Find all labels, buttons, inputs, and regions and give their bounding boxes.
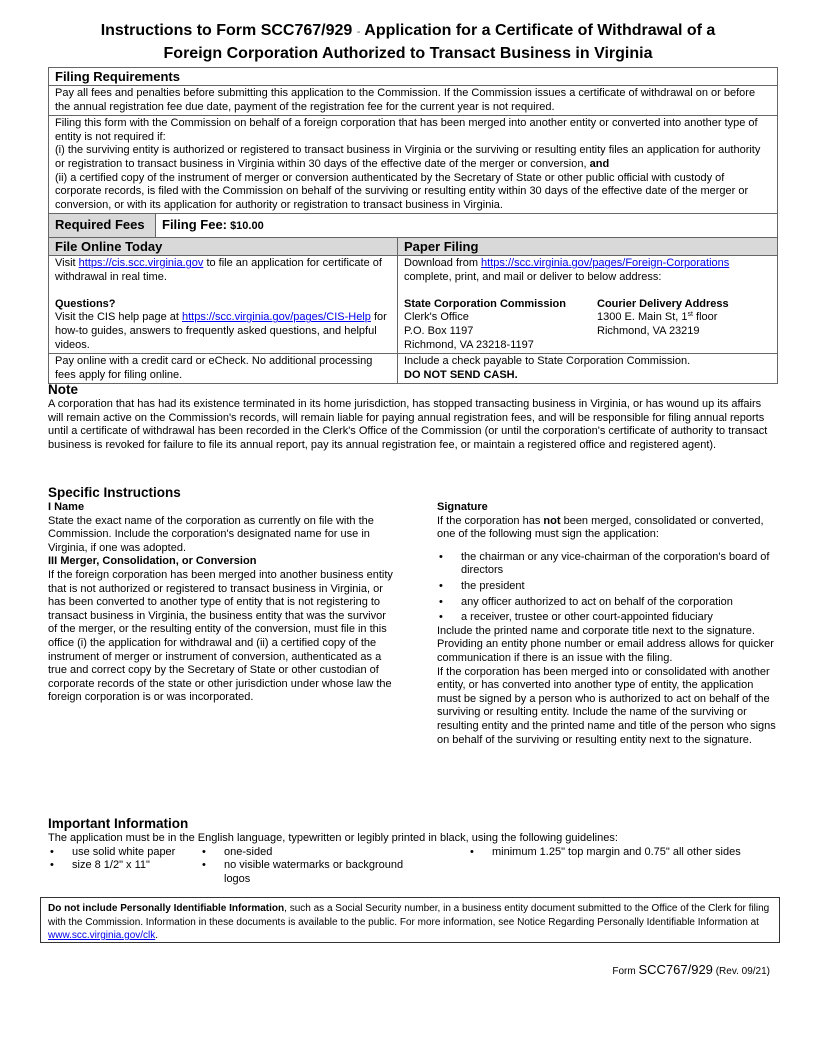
para2-intro: Filing this form with the Commission on behalf of a foreign corporation that has been merged into another entity or converted into another type of entity is not required if: xyxy=(55,117,758,143)
courier-heading: Courier Delivery Address xyxy=(597,297,729,310)
signer-item: • the president xyxy=(437,580,780,594)
pii-notice xyxy=(40,897,780,943)
title-dash: - xyxy=(356,26,361,38)
footer-form-label: Form xyxy=(612,966,636,977)
courier-line2: Richmond, VA 23219 xyxy=(597,324,700,337)
title-part2: Application for a Certificate of Withdrawal of a xyxy=(364,22,716,39)
mail-line: Richmond, VA 23218-1197 xyxy=(404,338,534,351)
title-line2: Foreign Corporation Authorized to Transact Business in Virginia xyxy=(163,45,653,62)
guidelines-col1 xyxy=(48,846,200,887)
filing-fee xyxy=(156,214,778,238)
mail-line: P.O. Box 1197 xyxy=(404,324,474,337)
para2-ii: (ii) a certified copy of the instrument of merger or conversion authenticated by the Secretary of State or other public official with custody of corporate records, is filed with the Commission on behalf of the surviving or resulting entity within 30 days of the effective date of the merger or conversion, or with its application for authority or registration to transact business in Virginia. xyxy=(55,171,749,211)
mail-line: Clerk's Office xyxy=(404,311,469,324)
clk-link[interactable]: www.scc.virginia.gov/clk xyxy=(48,930,156,941)
merger-heading: III Merger, Consolidation, or Conversion xyxy=(48,555,257,568)
important-intro: The application must be in the English language, typewritten or legibly printed in black, using the following guidelines: xyxy=(48,832,618,844)
guideline-item: • use solid white paper xyxy=(48,846,200,860)
file-online-heading: File Online Today xyxy=(49,237,398,255)
sig-text2: Include the printed name and corporate title next to the signature. Providing an entity phone number or email address allows for quicker communication if there is an issue with the filing. xyxy=(437,624,774,664)
paper-payment xyxy=(398,354,778,384)
pii-text: , such as a Social Security number, in a business entity document submitted to the Office of the Clerk for filing with the Commission. Information in these documents is available to the public. For more information, see Notice Regarding Personally Identifiable Information at xyxy=(48,903,770,928)
guidelines-col3 xyxy=(468,846,741,887)
title-part1: Instructions to Form SCC767/929 xyxy=(100,22,353,39)
signer-item: • a receiver, trustee or other court-appointed fiduciary xyxy=(437,611,780,625)
no-cash: DO NOT SEND CASH. xyxy=(404,368,518,381)
filing-fee-value: $10.00 xyxy=(230,220,264,233)
guideline-item: • size 8 1/2" x 11" xyxy=(48,859,200,873)
help-post: for how-to guides, answers to frequently asked questions, and helpful videos. xyxy=(55,311,387,351)
guideline-item: • one-sided xyxy=(200,846,430,860)
filing-para2 xyxy=(49,116,778,214)
pii-bold: Do not include Personally Identifiable Information xyxy=(48,903,285,914)
note-section xyxy=(48,382,778,452)
sig-text3: If the corporation has been merged into or consolidated with another entity, or has converted into another type of entity, the application must be signed by a person who is authorized to act on behalf of the surviving or resulting entity. Include the name of the surviving or resulting entity and the printed name and title of the person who signs on behalf of the surviving or resulting entity next to the signature. xyxy=(437,665,776,746)
paper-content xyxy=(398,255,778,353)
courier-line1-post: floor xyxy=(692,311,718,324)
cis-link[interactable]: https://cis.scc.virginia.gov xyxy=(78,256,204,269)
merger-text: If the foreign corporation has been merged into another business entity that is not authorized or registered to transact business in Virginia, or has been converted to another type of entity that is not registering to transact business in Virginia, the business entity that was the survivor of the merger, or the resulting entity of the conversion, must file in this office (i) the application for withdrawal and (ii) a certified copy of the instrument of merger or instrument of conversion, authenticated as a true and correct copy by the Secretary of State or other custodian of corporate records of the state or other jurisdiction under whose law the foreign corporation is or was incorporated. xyxy=(48,568,393,704)
help-pre: Visit the CIS help page at xyxy=(55,311,179,324)
important-section xyxy=(48,816,778,886)
footer-rev: (Rev. 09/21) xyxy=(715,966,770,977)
important-heading: Important Information xyxy=(48,816,189,831)
required-fees-label: Required Fees xyxy=(49,214,156,238)
signature-heading: Signature xyxy=(437,501,488,513)
guideline-item: • minimum 1.25" top margin and 0.75" all other sides xyxy=(468,846,741,860)
signer-item: • the chairman or any vice-chairman of the corporation's board of directors xyxy=(437,551,780,578)
foreign-corporations-link[interactable]: https://scc.virginia.gov/pages/Foreign-Corporations xyxy=(481,256,730,269)
specific-heading: Specific Instructions xyxy=(48,485,181,500)
visit-pre: Visit xyxy=(55,256,76,269)
paper-filing-heading: Paper Filing xyxy=(398,237,778,255)
para2-i: (i) the surviving entity is authorized or registered to transact business in Virginia or the surviving or resulting entity files an application for authority or registration to transact business in Virginia within 30 days of the effective date of the merger or conversion, xyxy=(55,144,761,170)
cis-help-link[interactable]: https://scc.virginia.gov/pages/CIS-Help xyxy=(182,311,371,324)
mail-address xyxy=(404,298,597,352)
sig-not: not xyxy=(543,514,561,527)
filing-requirements-heading: Filing Requirements xyxy=(49,68,778,86)
online-content xyxy=(49,255,398,353)
document-title xyxy=(0,20,816,64)
filing-fee-label: Filing Fee: xyxy=(162,217,227,233)
courier-address xyxy=(597,298,729,352)
filing-table xyxy=(48,67,778,384)
download-post: complete, print, and mail or deliver to below address: xyxy=(404,270,662,283)
specific-right xyxy=(437,501,780,747)
filing-para1: Pay all fees and penalties before submitting this application to the Commission. If the Commission issues a certificate of withdrawal on or before the annual registration fee due date, payment of the registration fee for the current year is not required. xyxy=(49,86,778,116)
courier-line1: 1300 E. Main St, 1 xyxy=(597,311,688,324)
download-pre: Download from xyxy=(404,256,478,269)
courier-sup: st xyxy=(687,311,693,319)
signer-item: • any officer authorized to act on behalf of the corporation xyxy=(437,596,780,610)
guideline-item: • no visible watermarks or background logos xyxy=(200,859,430,886)
questions-heading: Questions? xyxy=(55,297,116,310)
paper-payment-text: Include a check payable to State Corporation Commission. xyxy=(404,355,691,368)
mail-heading: State Corporation Commission xyxy=(404,297,566,310)
form-footer xyxy=(612,963,770,979)
online-payment: Pay online with a credit card or eCheck. No additional processing fees apply for filing online. xyxy=(49,354,398,384)
visit-post: to file an application for certificate of withdrawal in real time. xyxy=(55,256,382,283)
name-text: State the exact name of the corporation as currently on file with the Commission. Include the corporation's designated name for use in Virginia, if one was adopted. xyxy=(48,514,374,554)
footer-form-number: SCC767/929 xyxy=(638,962,713,977)
pii-end: . xyxy=(155,930,159,941)
specific-left xyxy=(48,485,393,705)
para2-and: and xyxy=(589,157,610,170)
sig-pre: If the corporation has xyxy=(437,514,541,527)
note-text: A corporation that has had its existence terminated in its home jurisdiction, has stopped transacting business in Virginia, or has wound up its affairs will remain active on the Commission's records, will remain liable for paying annual registration fees, and will be responsible for filing annual reports until a certificate of withdrawal has been recorded in the Clerk's Office of the Commission (or until the corporation's certificate of authority to transact business is revoked for failure to file its annual report, pay its annual registration fee, or maintain a registered office and registered agent). xyxy=(48,398,768,451)
sig-post: been merged, consolidated or converted, one of the following must sign the application: xyxy=(437,514,764,541)
name-heading: I Name xyxy=(48,501,85,513)
guidelines-col2 xyxy=(200,846,430,887)
signers-list xyxy=(437,551,780,625)
note-heading: Note xyxy=(48,382,78,397)
